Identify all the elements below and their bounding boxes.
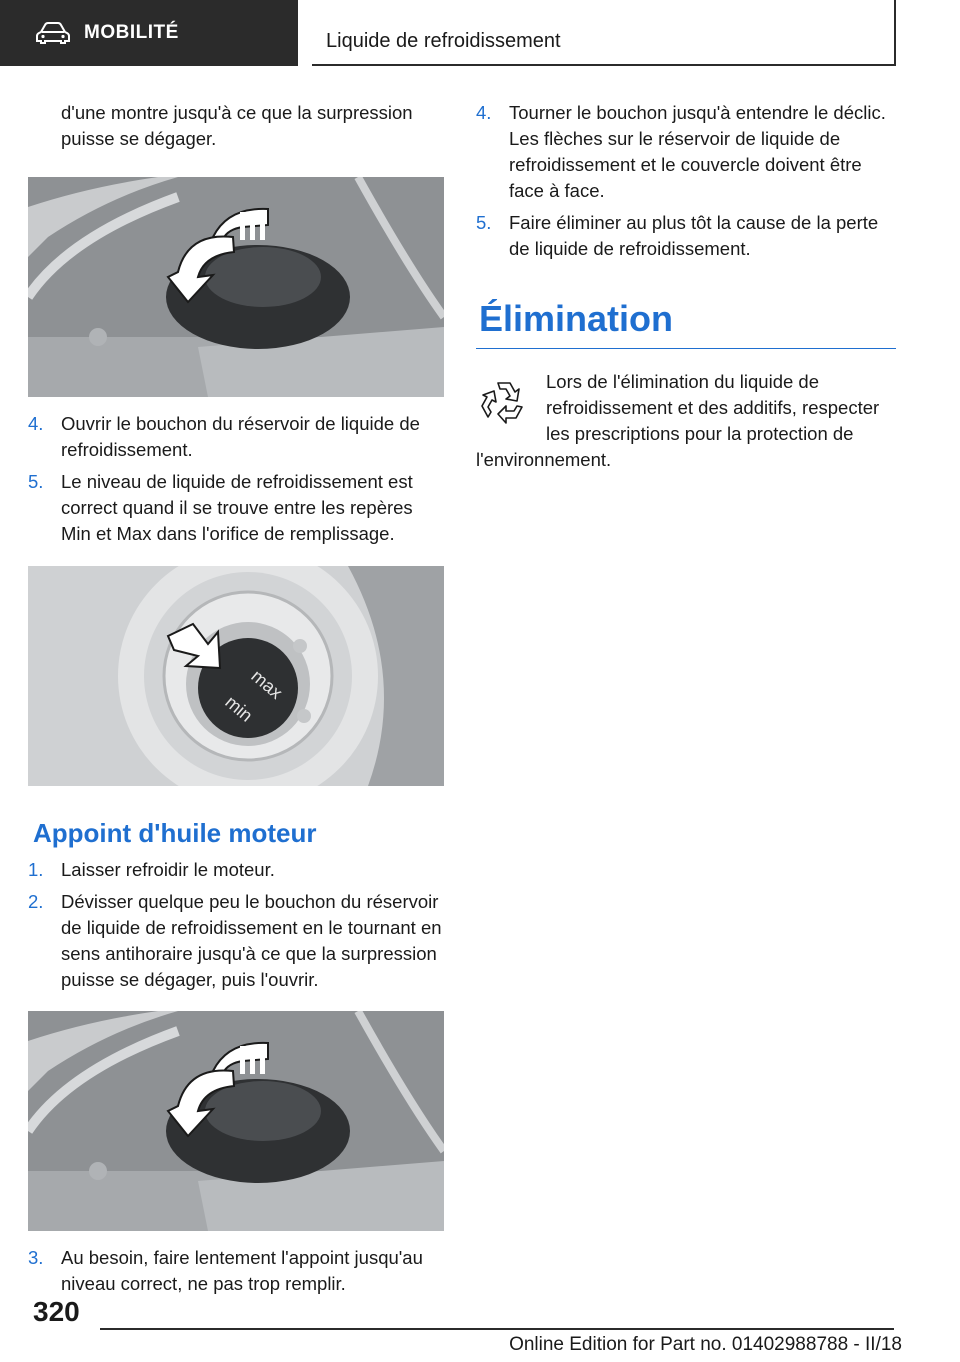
step-item [28, 889, 444, 993]
header-section-tab [0, 0, 298, 66]
max-mark-label: max [247, 665, 287, 703]
step-text: Le niveau de liquide de refroidissement est correct quand il se trouve entre les repères Min et Max dans l'orifice de remplissage. [61, 471, 413, 544]
step-number: 3. [28, 1247, 44, 1268]
page-title: Liquide de refroidissement [326, 30, 561, 52]
step-item [28, 857, 444, 883]
disposal-block [476, 369, 896, 473]
figure-cap-turning [28, 177, 444, 397]
figure-cap-unscrew [28, 1011, 444, 1231]
min-mark-label: min [221, 691, 257, 726]
car-icon [36, 22, 70, 44]
step-item [28, 411, 444, 463]
step-number: 4. [476, 102, 492, 123]
step-number: 4. [28, 413, 44, 434]
edition-footer: Online Edition for Part no. 01402988788 - II/18 [509, 1334, 902, 1355]
right-column [476, 100, 896, 473]
step-number: 5. [28, 471, 44, 492]
step-text: Tourner le bouchon jusqu'à entendre le déclic. Les flèches sur le réservoir de liquide de refroidissement et le couvercle doivent être face à face. [509, 102, 886, 201]
step-number: 1. [28, 859, 44, 880]
step-item [476, 100, 896, 204]
header-title-box [312, 0, 896, 66]
disposal-text: Lors de l'élimination du liquide de refroidissement et des additifs, respecter les prescriptions pour la protection de l'environnement. [476, 371, 880, 470]
oil-section-heading: Appoint d'huile moteur [33, 818, 317, 848]
step-text: Faire éliminer au plus tôt la cause de la perte de liquide de refroidissement. [509, 212, 879, 259]
step-number: 2. [28, 891, 44, 912]
section-label: MOBILITÉ [84, 22, 179, 43]
step-item [28, 1245, 444, 1297]
disposal-heading: Élimination [479, 298, 674, 339]
figure-filler-neck [28, 566, 444, 786]
step-text: Au besoin, faire lentement l'appoint jusqu'au niveau correct, ne pas trop remplir. [61, 1247, 423, 1294]
page-number: 320 [33, 1296, 80, 1327]
step-text: Ouvrir le bouchon du réservoir de liquide de refroidissement. [61, 413, 420, 460]
step-text: Laisser refroidir le moteur. [61, 859, 275, 880]
intro-text: d'une montre jusqu'à ce que la surpression puisse se dégager. [61, 102, 413, 149]
step-item [476, 210, 896, 262]
step-number: 5. [476, 212, 492, 233]
step-item [28, 469, 444, 547]
recycle-icon [476, 375, 532, 431]
left-column [28, 100, 444, 1297]
step-text: Dévisser quelque peu le bouchon du réservoir de liquide de refroidissement en le tournant en sens antihoraire jusqu'à ce que la surpression puisse se dégager, puis l'ouvrir. [61, 891, 442, 990]
heading-rule [476, 348, 896, 349]
footer-rule [100, 1328, 894, 1330]
